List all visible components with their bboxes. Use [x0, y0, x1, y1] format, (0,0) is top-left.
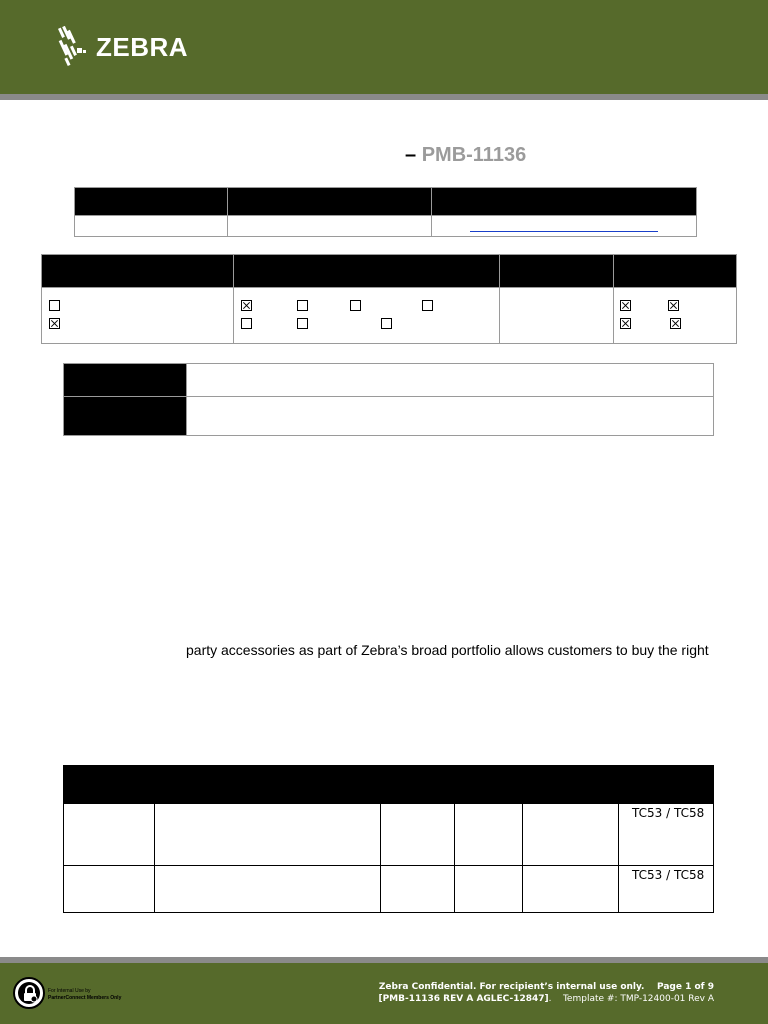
table-row [64, 364, 714, 397]
table-cell [42, 288, 234, 344]
table-cell [523, 804, 619, 866]
checkbox[interactable] [49, 318, 60, 329]
table-cell [155, 804, 381, 866]
header-cell [42, 255, 234, 288]
footer-text: Zebra Confidential. For recipient’s internal use only. Page 1 of 9 [PMB-11136 REV A AGLEC-12847]. Template #: TMP-12400-01 Rev A [378, 982, 714, 1004]
checkbox[interactable] [350, 300, 361, 311]
table-cell [64, 866, 155, 913]
table-row [75, 216, 697, 237]
body-text: party accessories as part of Zebra’s broad portfolio allows customers to buy the right [186, 642, 709, 658]
header-cell [455, 766, 523, 804]
row-header-cell [64, 364, 187, 397]
table-cell [500, 288, 614, 344]
internal-use-badge [48, 988, 121, 1002]
header-cell [614, 255, 737, 288]
lock-icon [13, 977, 45, 1009]
header-cell [234, 255, 500, 288]
checkbox[interactable] [297, 300, 308, 311]
table-cell [432, 216, 697, 237]
table-row [64, 804, 714, 866]
table-cell [455, 866, 523, 913]
table-cell [187, 397, 714, 436]
logo-wordmark: ZEBRA [96, 31, 189, 62]
table-cell [381, 804, 455, 866]
title-dash: – [405, 144, 417, 166]
doc-reference: [PMB-11136 REV A AGLEC-12847] [378, 994, 549, 1004]
table-cell [455, 804, 523, 866]
checkbox[interactable] [670, 318, 681, 329]
table-header-row [64, 766, 714, 804]
header-cell [381, 766, 455, 804]
header-cell [228, 188, 432, 216]
document-title [405, 144, 526, 167]
row-header-cell [64, 397, 187, 436]
checkbox[interactable] [297, 318, 308, 329]
header-cell [75, 188, 228, 216]
product-table [63, 765, 714, 913]
table-cell [187, 364, 714, 397]
zebra-head-icon [58, 26, 92, 68]
table-header-row [42, 255, 737, 288]
header-cell [500, 255, 614, 288]
summary-table [63, 363, 714, 436]
checkbox[interactable] [241, 318, 252, 329]
document-id: PMB-11136 [421, 144, 527, 166]
checkbox[interactable] [49, 300, 60, 311]
table-cell [234, 288, 500, 344]
table-cell [64, 804, 155, 866]
table-cell [155, 866, 381, 913]
header-cell [432, 188, 697, 216]
badge-line: PartnerConnect Members Only [48, 995, 122, 1001]
checkbox[interactable] [668, 300, 679, 311]
header-cell [64, 766, 155, 804]
checkbox[interactable] [620, 300, 631, 311]
page-number: Page 1 of 9 [657, 982, 714, 992]
zebra-logo [58, 26, 188, 68]
document-info-table [74, 187, 697, 237]
checkbox[interactable] [422, 300, 433, 311]
header-cell [155, 766, 381, 804]
model-cell: TC53 / TC58 [619, 866, 714, 913]
table-cell [75, 216, 228, 237]
model-cell: TC53 / TC58 [619, 804, 714, 866]
table-cell [228, 216, 432, 237]
table-cell [614, 288, 737, 344]
confidential-notice: Zebra Confidential. For recipient’s internal use only. [378, 982, 645, 992]
template-number: Template #: TMP-12400-01 Rev A [562, 994, 714, 1004]
table-cell [523, 866, 619, 913]
checkbox[interactable] [620, 318, 631, 329]
header-cell [523, 766, 619, 804]
header-divider [0, 94, 768, 100]
table-row [64, 397, 714, 436]
badge-line: For Internal Use by [48, 988, 91, 994]
table-row [64, 866, 714, 913]
table-cell [381, 866, 455, 913]
table-header-row [75, 188, 697, 216]
table-row [42, 288, 737, 344]
hyperlink[interactable] [470, 231, 658, 232]
checkbox[interactable] [381, 318, 392, 329]
classification-table [41, 254, 737, 344]
checkbox[interactable] [241, 300, 252, 311]
header-cell [619, 766, 714, 804]
